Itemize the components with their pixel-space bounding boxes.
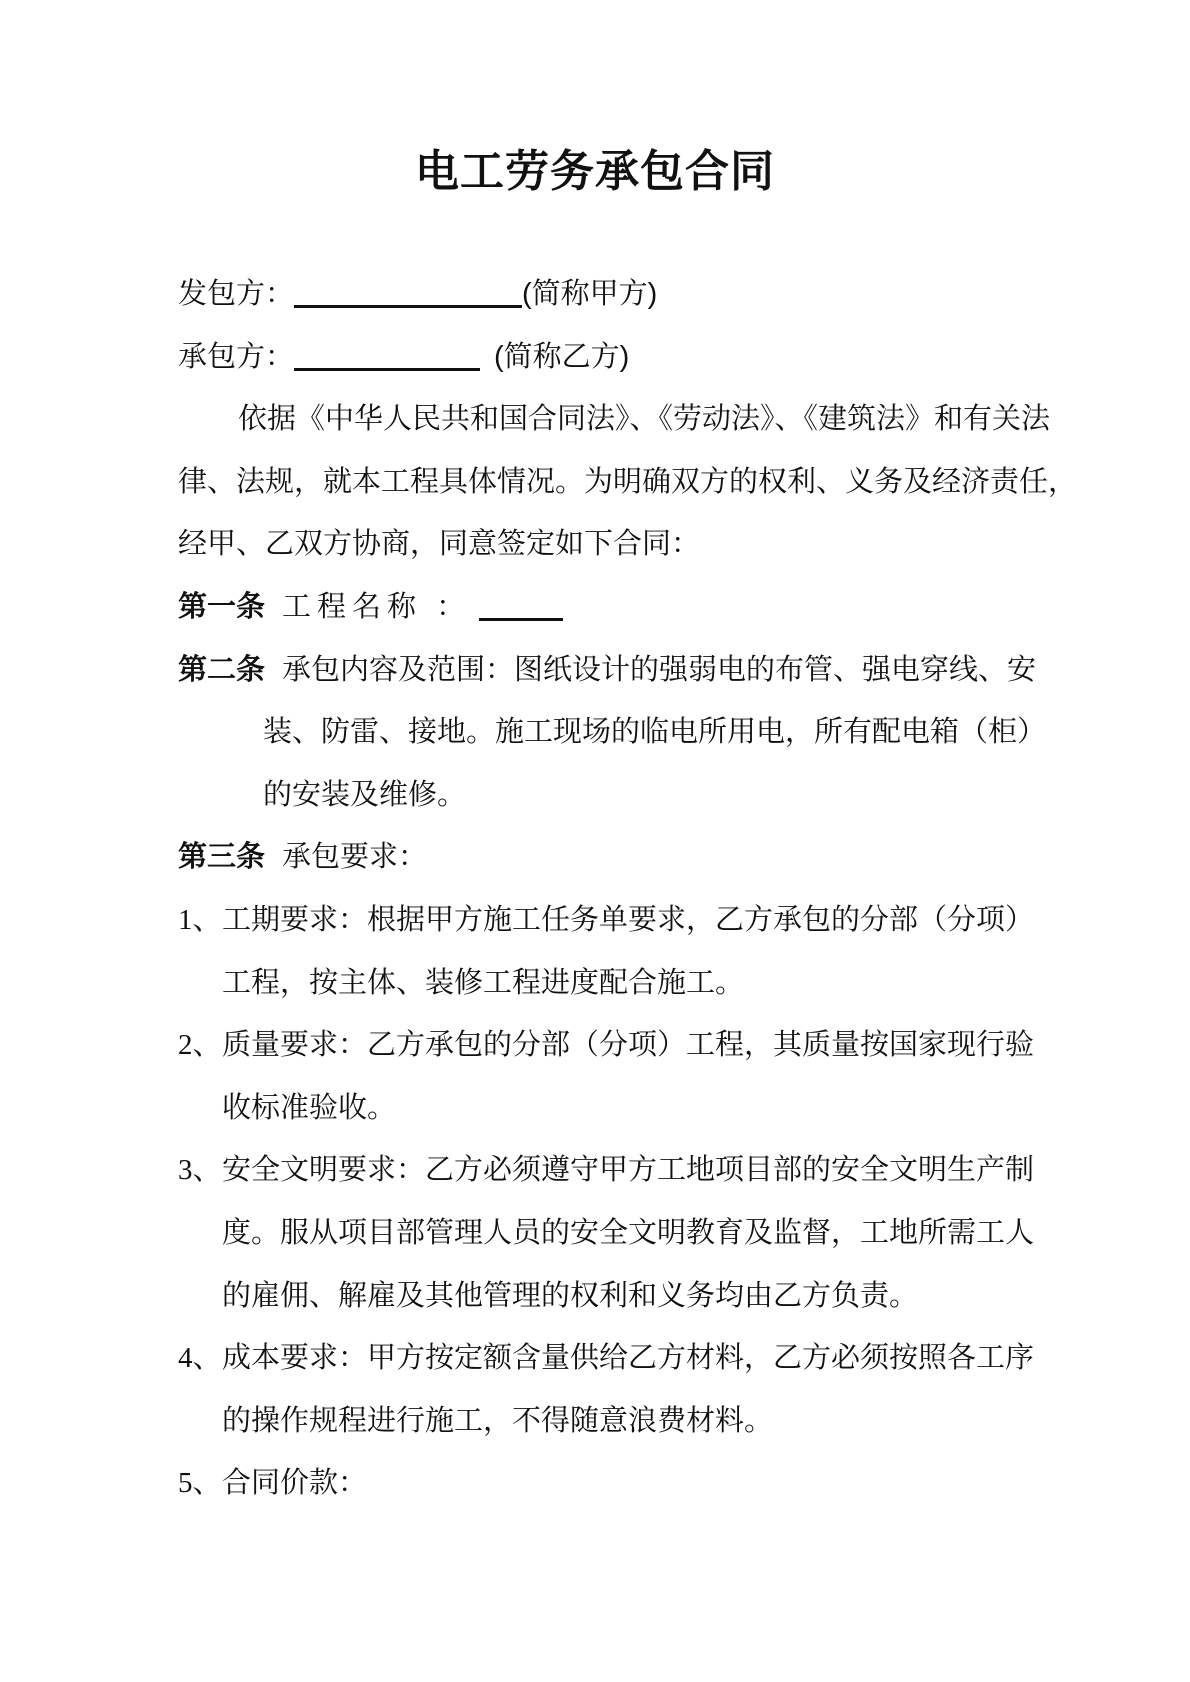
- item-1-text: 工期要求：根据甲方施工任务单要求，乙方承包的分部（分项）: [222, 903, 1035, 936]
- party-a-note: (简称甲方): [522, 278, 658, 310]
- clause-2-label: 第二条: [178, 653, 266, 686]
- item-5-line-1: [178, 1452, 1048, 1515]
- item-5-text: 合同价款：: [222, 1467, 368, 1500]
- item-3-line-3: 的雇佣、解雇及其他管理的权利和义务均由乙方负责。: [222, 1279, 919, 1312]
- document-title: 电工劳务承包合同: [415, 147, 775, 196]
- party-b-note: (简称乙方): [494, 340, 630, 373]
- project-name-blank: [479, 618, 563, 621]
- document-body: [0, 263, 1078, 1515]
- item-5-number: 5、: [178, 1467, 222, 1500]
- item-2-text: 质量要求：乙方承包的分部（分项）工程，其质量按国家现行验: [222, 1029, 1035, 1062]
- item-3-number: 3、: [178, 1154, 222, 1187]
- item-4-line-1: [178, 1327, 1048, 1390]
- clause-1-line: [178, 576, 1048, 639]
- clause-3-line: [178, 826, 1048, 889]
- item-4-number: 4、: [178, 1342, 222, 1375]
- clause-3-title: 承包要求：: [282, 841, 428, 874]
- clause-1-label: 第一条: [178, 590, 266, 623]
- item-3-text: 安全文明要求：乙方必须遵守甲方工地项目部的安全文明生产制: [222, 1154, 1035, 1187]
- party-a-blank: [294, 305, 522, 308]
- clause-2-text: 承包内容及范围：图纸设计的强弱电的布管、强电穿线、安: [282, 653, 1037, 686]
- item-1-number: 1、: [178, 903, 222, 936]
- clause-2-line-1: [178, 639, 1048, 702]
- item-4-line-2: 的操作规程进行施工，不得随意浪费材料。: [222, 1404, 774, 1437]
- party-b-line: [178, 326, 1048, 389]
- clause-1-title: 工程名称 ：: [282, 590, 472, 623]
- party-b-blank: [294, 368, 480, 371]
- clause-2-line-3: 的安装及维修。: [263, 778, 467, 811]
- item-2-number: 2、: [178, 1029, 222, 1062]
- party-a-line: [178, 263, 1048, 326]
- item-1-line-2: 工程，按主体、装修工程进度配合施工。: [222, 966, 745, 999]
- item-3-line-2: 度。服从项目部管理人员的安全文明教育及监督，工地所需工人: [222, 1216, 1035, 1249]
- item-2-line-2: 收标准验收。: [222, 1091, 397, 1124]
- clause-2-line-2: 装、防雷、接地。施工现场的临电所用电，所有配电箱（柜）: [263, 716, 1047, 749]
- preamble-line-3: 经甲、乙双方协商，同意签定如下合同：: [178, 528, 701, 561]
- item-2-line-1: [178, 1014, 1048, 1077]
- item-4-text: 成本要求：甲方按定额含量供给乙方材料，乙方必须按照各工序: [222, 1342, 1035, 1375]
- party-a-label: 发包方：: [178, 278, 295, 310]
- item-1-line-1: [178, 889, 1048, 952]
- item-3-line-1: [178, 1139, 1048, 1202]
- preamble-line-1: 依据《中华人民共和国合同法》、《劳动法》、《建筑法》和有关法: [238, 403, 1051, 436]
- party-b-label: 承包方：: [178, 340, 295, 373]
- preamble-line-2: 律、法规，就本工程具体情况。为明确双方的权利、义务及经济责任，: [178, 465, 1078, 498]
- clause-3-label: 第三条: [178, 841, 266, 874]
